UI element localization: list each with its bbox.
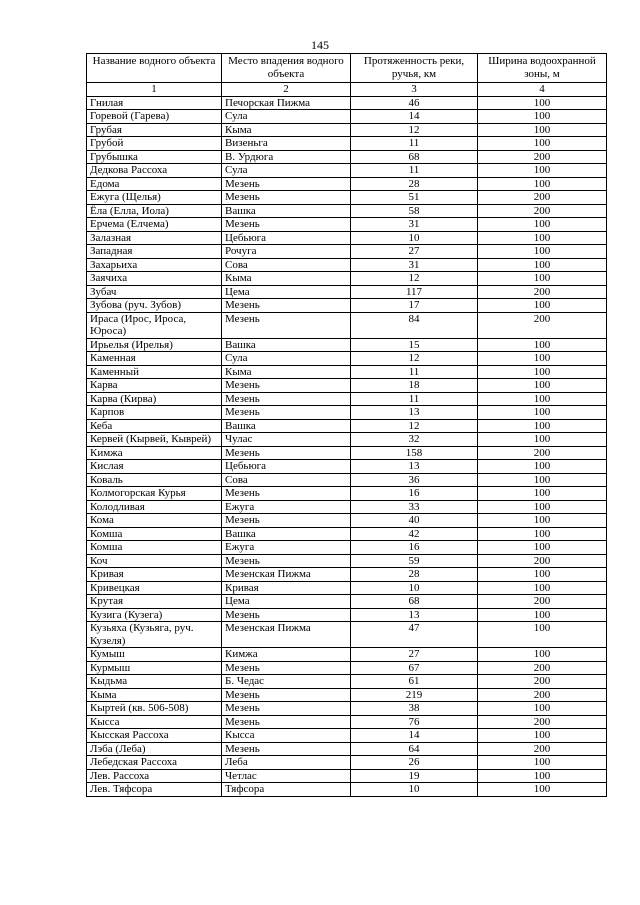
water-body-name: Ёла (Елла, Иола) bbox=[87, 204, 222, 218]
protection-zone-width: 200 bbox=[478, 554, 607, 568]
mouth-location: Мезень bbox=[222, 299, 351, 313]
table-row bbox=[87, 675, 607, 689]
protection-zone-width: 100 bbox=[478, 527, 607, 541]
table-row bbox=[87, 312, 607, 338]
river-length: 158 bbox=[351, 446, 478, 460]
protection-zone-width: 100 bbox=[478, 365, 607, 379]
table-row bbox=[87, 218, 607, 232]
column-number: 3 bbox=[351, 83, 478, 97]
mouth-location: Сула bbox=[222, 164, 351, 178]
river-length: 42 bbox=[351, 527, 478, 541]
mouth-location: Кривая bbox=[222, 581, 351, 595]
table-row bbox=[87, 487, 607, 501]
table-row bbox=[87, 661, 607, 675]
water-body-name: Лэба (Леба) bbox=[87, 742, 222, 756]
mouth-location: Мезень bbox=[222, 218, 351, 232]
table-row bbox=[87, 541, 607, 555]
protection-zone-width: 100 bbox=[478, 622, 607, 648]
mouth-location: Вашка bbox=[222, 527, 351, 541]
table-row bbox=[87, 742, 607, 756]
water-body-name: Зубач bbox=[87, 285, 222, 299]
river-length: 15 bbox=[351, 338, 478, 352]
water-body-name: Ирьелья (Ирелья) bbox=[87, 338, 222, 352]
table-row bbox=[87, 473, 607, 487]
table-row bbox=[87, 715, 607, 729]
protection-zone-width: 100 bbox=[478, 96, 607, 110]
protection-zone-width: 200 bbox=[478, 446, 607, 460]
water-body-name: Залазная bbox=[87, 231, 222, 245]
water-body-name: Коваль bbox=[87, 473, 222, 487]
water-body-name: Грубой bbox=[87, 137, 222, 151]
protection-zone-width: 100 bbox=[478, 406, 607, 420]
table-row bbox=[87, 460, 607, 474]
protection-zone-width: 200 bbox=[478, 675, 607, 689]
water-body-name: Кузьяха (Кузьяга, руч. Кузеля) bbox=[87, 622, 222, 648]
water-body-name: Зубова (руч. Зубов) bbox=[87, 299, 222, 313]
protection-zone-width: 200 bbox=[478, 150, 607, 164]
water-body-name: Карва bbox=[87, 379, 222, 393]
mouth-location: Рочуга bbox=[222, 245, 351, 259]
river-length: 27 bbox=[351, 648, 478, 662]
mouth-location: Мезень bbox=[222, 715, 351, 729]
river-length: 11 bbox=[351, 365, 478, 379]
protection-zone-width: 100 bbox=[478, 419, 607, 433]
protection-zone-width: 100 bbox=[478, 231, 607, 245]
water-body-name: Курмыш bbox=[87, 661, 222, 675]
river-length: 38 bbox=[351, 702, 478, 716]
river-length: 32 bbox=[351, 433, 478, 447]
protection-zone-width: 100 bbox=[478, 473, 607, 487]
table-row bbox=[87, 164, 607, 178]
header-cell: Ширина водоохранной зоны, м bbox=[478, 54, 607, 83]
water-body-name: Кысса bbox=[87, 715, 222, 729]
table-row bbox=[87, 392, 607, 406]
protection-zone-width: 100 bbox=[478, 756, 607, 770]
column-number: 2 bbox=[222, 83, 351, 97]
river-length: 16 bbox=[351, 487, 478, 501]
protection-zone-width: 100 bbox=[478, 379, 607, 393]
mouth-location: Мезень bbox=[222, 392, 351, 406]
table-row bbox=[87, 729, 607, 743]
water-body-name: Захарьиха bbox=[87, 258, 222, 272]
river-length: 16 bbox=[351, 541, 478, 555]
protection-zone-width: 100 bbox=[478, 648, 607, 662]
river-length: 10 bbox=[351, 783, 478, 797]
water-body-name: Лев. Рассоха bbox=[87, 769, 222, 783]
table-row bbox=[87, 231, 607, 245]
river-length: 26 bbox=[351, 756, 478, 770]
mouth-location: Цема bbox=[222, 285, 351, 299]
table-row bbox=[87, 204, 607, 218]
river-length: 31 bbox=[351, 258, 478, 272]
table-row bbox=[87, 554, 607, 568]
mouth-location: Мезень bbox=[222, 702, 351, 716]
river-length: 17 bbox=[351, 299, 478, 313]
mouth-location: Кыма bbox=[222, 123, 351, 137]
protection-zone-width: 100 bbox=[478, 110, 607, 124]
table-row bbox=[87, 258, 607, 272]
mouth-location: Четлас bbox=[222, 769, 351, 783]
table-row bbox=[87, 608, 607, 622]
header-cell: Место впадения водного объекта bbox=[222, 54, 351, 83]
table-row bbox=[87, 110, 607, 124]
river-length: 64 bbox=[351, 742, 478, 756]
mouth-location: Мезень bbox=[222, 177, 351, 191]
river-length: 12 bbox=[351, 272, 478, 286]
water-body-name: Ежуга (Щелья) bbox=[87, 191, 222, 205]
water-body-name: Каменный bbox=[87, 365, 222, 379]
protection-zone-width: 100 bbox=[478, 177, 607, 191]
river-length: 51 bbox=[351, 191, 478, 205]
column-number: 1 bbox=[87, 83, 222, 97]
protection-zone-width: 200 bbox=[478, 191, 607, 205]
water-body-name: Кривецкая bbox=[87, 581, 222, 595]
mouth-location: Сула bbox=[222, 352, 351, 366]
water-body-name: Кыдьма bbox=[87, 675, 222, 689]
protection-zone-width: 100 bbox=[478, 123, 607, 137]
water-body-name: Колмогорская Курья bbox=[87, 487, 222, 501]
river-length: 11 bbox=[351, 392, 478, 406]
mouth-location: Мезень bbox=[222, 608, 351, 622]
protection-zone-width: 100 bbox=[478, 729, 607, 743]
mouth-location: Чулас bbox=[222, 433, 351, 447]
mouth-location: Мезень bbox=[222, 554, 351, 568]
mouth-location: Мезень bbox=[222, 661, 351, 675]
water-body-name: Кимжа bbox=[87, 446, 222, 460]
table-row bbox=[87, 568, 607, 582]
water-body-name: Ираса (Ирос, Ироса, Юроса) bbox=[87, 312, 222, 338]
river-length: 12 bbox=[351, 123, 478, 137]
water-body-name: Грубышка bbox=[87, 150, 222, 164]
table-row bbox=[87, 514, 607, 528]
protection-zone-width: 200 bbox=[478, 715, 607, 729]
header-cell: Название водного объекта bbox=[87, 54, 222, 83]
table-row bbox=[87, 123, 607, 137]
river-length: 31 bbox=[351, 218, 478, 232]
river-length: 14 bbox=[351, 110, 478, 124]
protection-zone-width: 100 bbox=[478, 392, 607, 406]
mouth-location: Печорская Пижма bbox=[222, 96, 351, 110]
river-length: 67 bbox=[351, 661, 478, 675]
river-length: 47 bbox=[351, 622, 478, 648]
water-body-name: Кривая bbox=[87, 568, 222, 582]
protection-zone-width: 100 bbox=[478, 338, 607, 352]
table-row bbox=[87, 379, 607, 393]
water-body-name: Лебедская Рассоха bbox=[87, 756, 222, 770]
table-row bbox=[87, 299, 607, 313]
mouth-location: Мезень bbox=[222, 446, 351, 460]
table-row bbox=[87, 688, 607, 702]
protection-zone-width: 100 bbox=[478, 218, 607, 232]
table-row bbox=[87, 338, 607, 352]
table-row bbox=[87, 783, 607, 797]
mouth-location: Мезень bbox=[222, 514, 351, 528]
protection-zone-width: 100 bbox=[478, 702, 607, 716]
river-length: 12 bbox=[351, 419, 478, 433]
protection-zone-width: 100 bbox=[478, 783, 607, 797]
header-row bbox=[87, 54, 607, 83]
protection-zone-width: 100 bbox=[478, 164, 607, 178]
river-length: 61 bbox=[351, 675, 478, 689]
mouth-location: Цебьюга bbox=[222, 460, 351, 474]
table-row bbox=[87, 365, 607, 379]
water-body-name: Гнилая bbox=[87, 96, 222, 110]
river-length: 28 bbox=[351, 568, 478, 582]
protection-zone-width: 200 bbox=[478, 204, 607, 218]
mouth-location: Тяфсора bbox=[222, 783, 351, 797]
table-row bbox=[87, 177, 607, 191]
mouth-location: Ежуга bbox=[222, 541, 351, 555]
water-bodies-table bbox=[86, 53, 607, 797]
river-length: 10 bbox=[351, 581, 478, 595]
mouth-location: Сова bbox=[222, 473, 351, 487]
mouth-location: Мезень bbox=[222, 487, 351, 501]
table-row bbox=[87, 245, 607, 259]
water-body-name: Дедкова Рассоха bbox=[87, 164, 222, 178]
protection-zone-width: 100 bbox=[478, 137, 607, 151]
protection-zone-width: 100 bbox=[478, 568, 607, 582]
mouth-location: В. Урдюга bbox=[222, 150, 351, 164]
river-length: 12 bbox=[351, 352, 478, 366]
mouth-location: Кимжа bbox=[222, 648, 351, 662]
river-length: 19 bbox=[351, 769, 478, 783]
protection-zone-width: 100 bbox=[478, 514, 607, 528]
table-body bbox=[87, 96, 607, 796]
river-length: 84 bbox=[351, 312, 478, 338]
river-length: 40 bbox=[351, 514, 478, 528]
table-row bbox=[87, 769, 607, 783]
page-number: 145 bbox=[311, 38, 329, 52]
mouth-location: Мезень bbox=[222, 742, 351, 756]
protection-zone-width: 200 bbox=[478, 661, 607, 675]
table-row bbox=[87, 137, 607, 151]
table-row bbox=[87, 622, 607, 648]
river-length: 46 bbox=[351, 96, 478, 110]
water-body-name: Кыма bbox=[87, 688, 222, 702]
river-length: 11 bbox=[351, 137, 478, 151]
table-row bbox=[87, 272, 607, 286]
river-length: 28 bbox=[351, 177, 478, 191]
protection-zone-width: 100 bbox=[478, 608, 607, 622]
river-length: 58 bbox=[351, 204, 478, 218]
mouth-location: Мезень bbox=[222, 688, 351, 702]
protection-zone-width: 100 bbox=[478, 272, 607, 286]
protection-zone-width: 100 bbox=[478, 487, 607, 501]
mouth-location: Кыма bbox=[222, 272, 351, 286]
mouth-location: Мезень bbox=[222, 406, 351, 420]
river-length: 68 bbox=[351, 595, 478, 609]
mouth-location: Мезень bbox=[222, 191, 351, 205]
water-body-name: Карпов bbox=[87, 406, 222, 420]
river-length: 13 bbox=[351, 460, 478, 474]
mouth-location: Цема bbox=[222, 595, 351, 609]
table-row bbox=[87, 96, 607, 110]
table-row bbox=[87, 648, 607, 662]
mouth-location: Кысса bbox=[222, 729, 351, 743]
protection-zone-width: 200 bbox=[478, 595, 607, 609]
mouth-location: Мезенская Пижма bbox=[222, 568, 351, 582]
water-body-name: Крутая bbox=[87, 595, 222, 609]
water-body-name: Кыртей (кв. 506-508) bbox=[87, 702, 222, 716]
river-length: 117 bbox=[351, 285, 478, 299]
table-row bbox=[87, 419, 607, 433]
water-body-name: Кысская Рассоха bbox=[87, 729, 222, 743]
protection-zone-width: 200 bbox=[478, 742, 607, 756]
mouth-location: Мезень bbox=[222, 379, 351, 393]
river-length: 219 bbox=[351, 688, 478, 702]
water-body-name: Каменная bbox=[87, 352, 222, 366]
water-body-name: Кома bbox=[87, 514, 222, 528]
mouth-location: Ежуга bbox=[222, 500, 351, 514]
protection-zone-width: 100 bbox=[478, 460, 607, 474]
mouth-location: Б. Чедас bbox=[222, 675, 351, 689]
water-body-name: Лев. Тяфсора bbox=[87, 783, 222, 797]
table-row bbox=[87, 756, 607, 770]
river-length: 33 bbox=[351, 500, 478, 514]
water-body-name: Коч bbox=[87, 554, 222, 568]
water-body-name: Заячиха bbox=[87, 272, 222, 286]
mouth-location: Цебьюга bbox=[222, 231, 351, 245]
column-number: 4 bbox=[478, 83, 607, 97]
protection-zone-width: 100 bbox=[478, 258, 607, 272]
mouth-location: Вашка bbox=[222, 338, 351, 352]
column-number-row bbox=[87, 83, 607, 97]
water-body-name: Кервей (Кырвей, Кыврей) bbox=[87, 433, 222, 447]
table-row bbox=[87, 433, 607, 447]
water-body-name: Колодливая bbox=[87, 500, 222, 514]
mouth-location: Сова bbox=[222, 258, 351, 272]
river-length: 68 bbox=[351, 150, 478, 164]
river-length: 76 bbox=[351, 715, 478, 729]
table-row bbox=[87, 702, 607, 716]
river-length: 27 bbox=[351, 245, 478, 259]
protection-zone-width: 100 bbox=[478, 769, 607, 783]
water-body-name: Ерчема (Елчема) bbox=[87, 218, 222, 232]
mouth-location: Вашка bbox=[222, 204, 351, 218]
water-body-name: Кузига (Кузега) bbox=[87, 608, 222, 622]
water-body-name: Кеба bbox=[87, 419, 222, 433]
table-row bbox=[87, 352, 607, 366]
water-body-name: Грубая bbox=[87, 123, 222, 137]
protection-zone-width: 100 bbox=[478, 581, 607, 595]
protection-zone-width: 100 bbox=[478, 541, 607, 555]
river-length: 11 bbox=[351, 164, 478, 178]
water-body-name: Западная bbox=[87, 245, 222, 259]
table-row bbox=[87, 446, 607, 460]
table-row bbox=[87, 595, 607, 609]
table-row bbox=[87, 285, 607, 299]
table-row bbox=[87, 406, 607, 420]
table-row bbox=[87, 527, 607, 541]
water-body-name: Комша bbox=[87, 527, 222, 541]
protection-zone-width: 100 bbox=[478, 433, 607, 447]
protection-zone-width: 200 bbox=[478, 312, 607, 338]
table-row bbox=[87, 581, 607, 595]
table-row bbox=[87, 191, 607, 205]
table-row bbox=[87, 500, 607, 514]
protection-zone-width: 200 bbox=[478, 285, 607, 299]
river-length: 36 bbox=[351, 473, 478, 487]
mouth-location: Мезень bbox=[222, 312, 351, 338]
river-length: 10 bbox=[351, 231, 478, 245]
water-body-name: Карва (Кирва) bbox=[87, 392, 222, 406]
mouth-location: Сула bbox=[222, 110, 351, 124]
mouth-location: Вашка bbox=[222, 419, 351, 433]
mouth-location: Визеньга bbox=[222, 137, 351, 151]
protection-zone-width: 100 bbox=[478, 352, 607, 366]
protection-zone-width: 100 bbox=[478, 299, 607, 313]
water-body-name: Комша bbox=[87, 541, 222, 555]
river-length: 13 bbox=[351, 406, 478, 420]
protection-zone-width: 100 bbox=[478, 245, 607, 259]
mouth-location: Мезенская Пижма bbox=[222, 622, 351, 648]
river-length: 18 bbox=[351, 379, 478, 393]
river-length: 14 bbox=[351, 729, 478, 743]
water-body-name: Едома bbox=[87, 177, 222, 191]
river-length: 59 bbox=[351, 554, 478, 568]
header-cell: Протяженность реки, ручья, км bbox=[351, 54, 478, 83]
river-length: 13 bbox=[351, 608, 478, 622]
table-row bbox=[87, 150, 607, 164]
protection-zone-width: 100 bbox=[478, 500, 607, 514]
mouth-location: Леба bbox=[222, 756, 351, 770]
water-body-name: Горевой (Гарева) bbox=[87, 110, 222, 124]
water-body-name: Кислая bbox=[87, 460, 222, 474]
water-body-name: Кумыш bbox=[87, 648, 222, 662]
protection-zone-width: 200 bbox=[478, 688, 607, 702]
mouth-location: Кыма bbox=[222, 365, 351, 379]
